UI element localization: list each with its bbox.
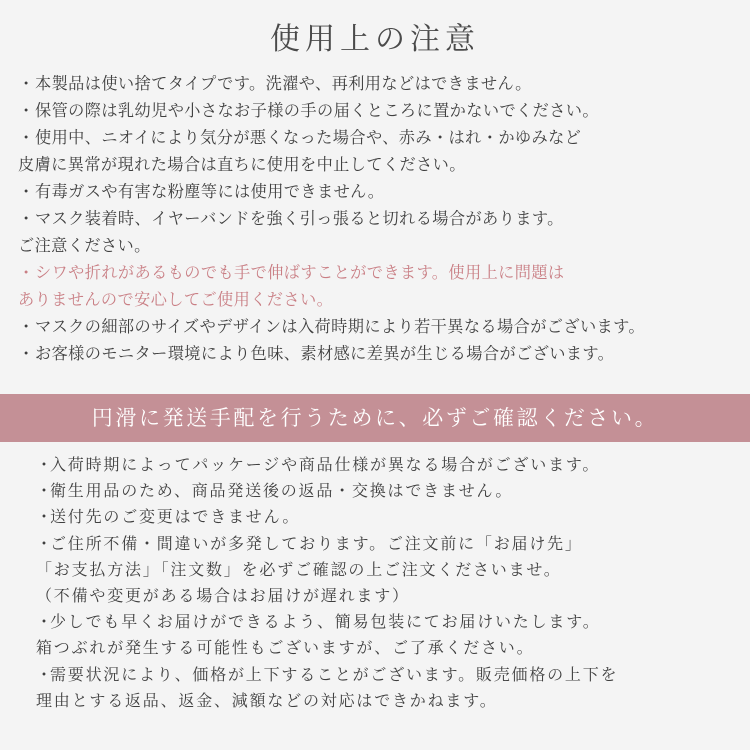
note-text: 少しでも早くお届けができるよう、簡易包装にてお届けいたします。 bbox=[50, 612, 601, 632]
bullet-mark: ・ bbox=[18, 182, 35, 201]
shipping-note-continued bbox=[36, 583, 746, 609]
shipping-note-continued bbox=[36, 557, 746, 583]
usage-note bbox=[18, 70, 746, 97]
bullet-mark: ・ bbox=[18, 128, 35, 147]
usage-note bbox=[18, 124, 746, 151]
shipping-notes-list bbox=[36, 452, 746, 714]
bullet-mark: ・ bbox=[18, 344, 35, 363]
usage-note bbox=[18, 205, 746, 232]
shipping-note bbox=[36, 504, 746, 530]
usage-note-continued bbox=[18, 232, 746, 259]
note-text: ご注意ください。 bbox=[18, 236, 151, 255]
shipping-note bbox=[36, 662, 746, 688]
note-text: 入荷時期によってパッケージや商品仕様が異なる場合がございます。 bbox=[50, 455, 601, 474]
bullet-mark: ・ bbox=[18, 317, 35, 336]
shipping-note-continued bbox=[36, 635, 746, 661]
bullet-mark: ・ bbox=[36, 612, 54, 632]
shipping-note-continued bbox=[36, 688, 746, 714]
shipping-note bbox=[36, 452, 746, 478]
usage-note-continued bbox=[18, 286, 746, 313]
note-text: 箱つぶれが発生する可能性もございますが、ご了承ください。 bbox=[36, 638, 535, 658]
bullet-mark: ・ bbox=[18, 101, 35, 120]
note-text: 需要状況により、価格が上下することがございます。販売価格の上下を bbox=[50, 664, 619, 684]
note-text: 理由とする返品、返金、減額などの対応はできかねます。 bbox=[36, 690, 498, 710]
shipping-note bbox=[36, 609, 746, 635]
usage-notes-list bbox=[18, 70, 746, 367]
note-text: 有毒ガスや有害な粉塵等には使用できません。 bbox=[35, 182, 385, 201]
usage-note bbox=[18, 97, 746, 124]
bullet-mark: ・ bbox=[36, 507, 54, 527]
note-text: （不備や変更がある場合はお届けが遅れます） bbox=[36, 586, 410, 606]
note-text: ご住所不備・間違いが多発しております。ご注文前に「お届け先」 bbox=[50, 533, 583, 553]
note-text: 衛生用品のため、商品発送後の返品・交換はできません。 bbox=[50, 481, 514, 501]
usage-note bbox=[18, 259, 746, 286]
note-text: マスクの細部のサイズやデザインは入荷時期により若干異なる場合がございます。 bbox=[35, 317, 646, 336]
note-text: 使用中、ニオイにより気分が悪くなった場合や、赤み・はれ・かゆみなど bbox=[35, 128, 582, 147]
usage-note bbox=[18, 313, 746, 340]
note-text: 「お支払方法」「注文数」を必ずご確認の上ご注文くださいませ。 bbox=[36, 559, 562, 579]
bullet-mark: ・ bbox=[36, 481, 54, 501]
usage-note-continued bbox=[18, 151, 746, 178]
shipping-note bbox=[36, 531, 746, 557]
bullet-mark: ・ bbox=[36, 533, 54, 553]
bullet-mark: ・ bbox=[36, 664, 54, 684]
bullet-mark: ・ bbox=[18, 74, 35, 93]
notice-banner-text: 円滑に発送手配を行うために、必ずご確認ください。 bbox=[91, 406, 659, 430]
note-text: シワや折れがあるものでも手で伸ばすことができます。使用上に問題は bbox=[35, 263, 565, 282]
note-text: 保管の際は乳幼児や小さなお子様の手の届くところに置かないでください。 bbox=[35, 101, 599, 120]
bullet-mark: ・ bbox=[18, 209, 35, 228]
note-text: ありませんので安心してご使用ください。 bbox=[18, 290, 334, 309]
bullet-mark: ・ bbox=[36, 455, 54, 474]
note-text: 本製品は使い捨てタイプです。洗濯や、再利用などはできません。 bbox=[35, 74, 532, 93]
note-text: マスク装着時、イヤーバンドを強く引っ張ると切れる場合があります。 bbox=[35, 209, 564, 228]
bullet-mark: ・ bbox=[18, 263, 35, 282]
page-title: 使用上の注意 bbox=[270, 22, 480, 57]
usage-note bbox=[18, 340, 746, 367]
shipping-note bbox=[36, 478, 746, 504]
note-text: お客様のモニター環境により色味、素材感に差異が生じる場合がございます。 bbox=[35, 344, 615, 363]
usage-note bbox=[18, 178, 746, 205]
note-text: 送付先のご変更はできません。 bbox=[50, 507, 301, 527]
note-text: 皮膚に異常が現れた場合は直ちに使用を中止してください。 bbox=[18, 155, 466, 174]
